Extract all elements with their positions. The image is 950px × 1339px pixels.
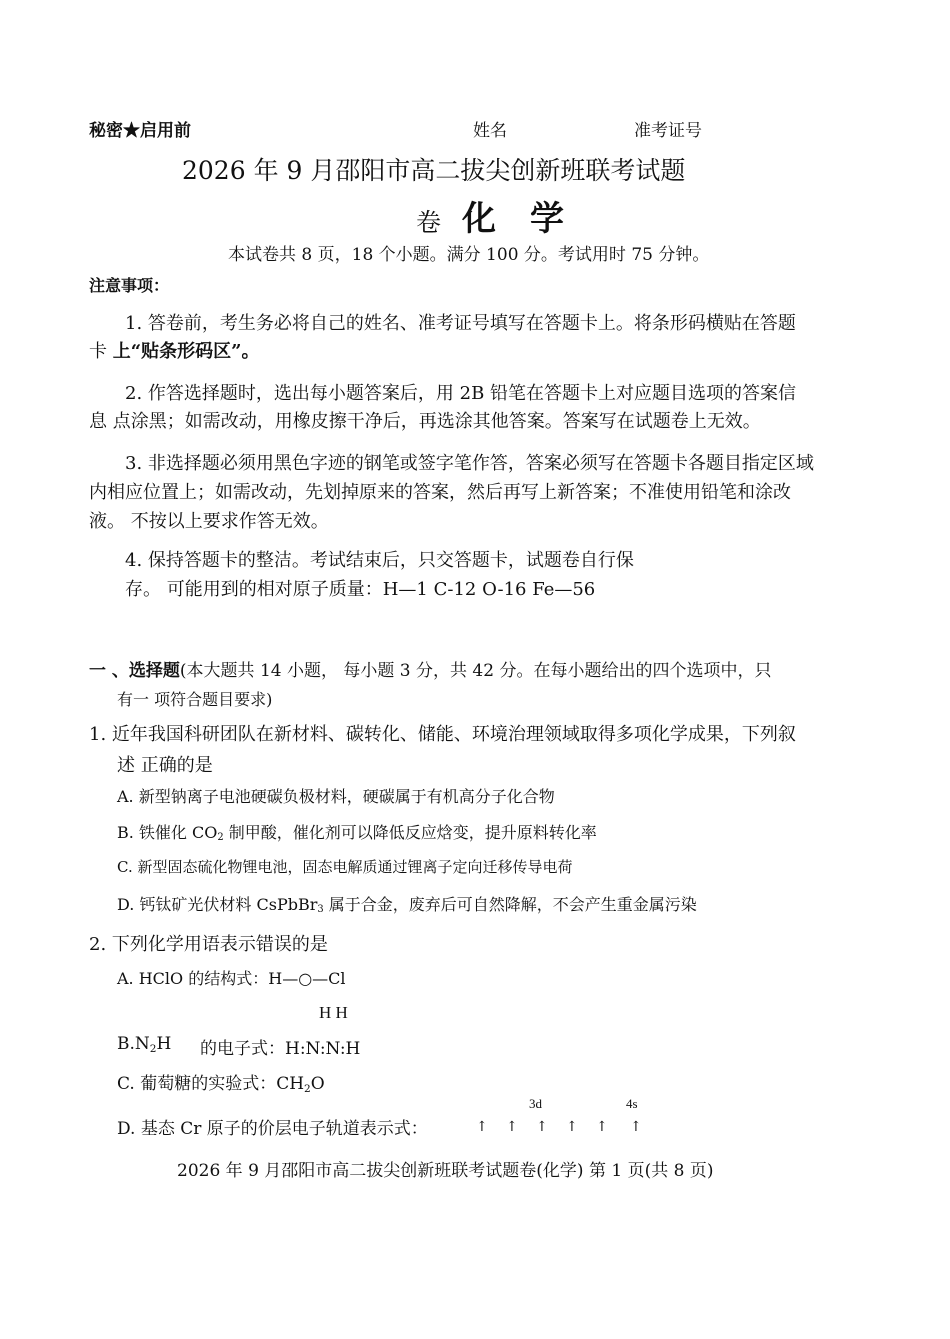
note-4-line-2: 存。 可能用到的相对原子质量：H—1 C-12 O-16 Fe—56 <box>125 579 596 600</box>
q2-b-post: 的电子式：H:N:N:H <box>200 1039 361 1059</box>
q1-d-post: 属于合金，废弃后可自然降解，不会产生重金属污染 <box>323 895 697 914</box>
q2-b-top-h: H H <box>319 1003 348 1022</box>
secret-label: 秘密★启用前 <box>89 121 191 141</box>
note-1-line-2a: 卡 <box>89 341 113 362</box>
q2-option-d: D. 基态 Cr 原子的价层电子轨道表示式： <box>117 1119 428 1139</box>
notes-heading: 注意事项： <box>89 276 170 295</box>
q2-option-b <box>117 1034 171 1054</box>
orbital-arrow-4: ↑ <box>566 1119 578 1135</box>
q2-b-sub: 2 <box>149 1042 157 1055</box>
q1-option-c: C. 新型固态硫化物锂电池，固态电解质通过锂离子定向迁移传导电荷 <box>117 858 573 876</box>
q2-option-a: A. HClO 的结构式：H—○—Cl <box>117 969 346 988</box>
q1-d-sub: 3 <box>317 904 324 916</box>
q1-b-pre: B. 铁催化 CO <box>117 823 218 842</box>
orbital-arrow-2: ↑ <box>506 1119 518 1135</box>
q2-c-pre: C. 葡萄糖的实验式：CH <box>117 1074 305 1094</box>
q1-d-pre: D. 钙钛矿光伏材料 CsPbBr <box>117 895 318 914</box>
note-3-line-1: 3. 非选择题必须用黑色字迹的钢笔或签字笔作答，答案必须写在答题卡各题目指定区域 <box>125 453 814 474</box>
orbital-arrow-5: ↑ <box>596 1119 608 1135</box>
q2-d-3d-label: 3d <box>529 1096 542 1111</box>
q2-c-sub: 2 <box>304 1082 311 1095</box>
section-1-label: 一 、选择题 <box>89 661 180 681</box>
orbital-arrow-6: ↑ <box>630 1119 642 1135</box>
q2-option-c <box>117 1069 325 1094</box>
q1-option-b <box>117 820 597 843</box>
section-1-heading <box>89 656 771 681</box>
note-4-line-1: 4. 保持答题卡的整洁。考试结束后，只交答题卡，试题卷自行保 <box>125 550 634 571</box>
orbital-arrow-3: ↑ <box>536 1119 548 1135</box>
page-footer: 2026 年 9 月邵阳市高二拔尖创新班联考试题卷(化学) 第 1 页(共 8 页) <box>177 1161 714 1181</box>
exam-info: 本试卷共 8 页，18 个小题。满分 100 分。考试用时 75 分钟。 <box>228 245 710 265</box>
note-1-line-1: 1. 答卷前，考生务必将自己的姓名、准考证号填写在答题卡上。将条形码横贴在答题 <box>125 313 796 334</box>
q1-stem-line-1: 1. 近年我国科研团队在新材料、碳转化、储能、环境治理领域取得多项化学成果，下列叙 <box>89 724 796 745</box>
q2-d-orbital-arrows <box>476 1119 650 1135</box>
q1-option-d <box>117 892 697 915</box>
note-1-line-2 <box>89 337 259 363</box>
q1-b-sub: 2 <box>217 832 224 844</box>
q1-b-post: 制甲酸，催化剂可以降低反应焓变，提升原料转化率 <box>223 823 597 842</box>
section-1-desc-1: (本大题共 14 小题， 每小题 3 分，共 42 分。在每小题给出的四个选项中，只 <box>179 661 772 681</box>
juan-label: 卷 <box>416 208 442 237</box>
q2-d-4s-label: 4s <box>626 1096 638 1111</box>
q1-stem-line-2: 述 正确的是 <box>117 755 213 776</box>
section-1-desc-2: 有一 项符合题目要求) <box>117 690 273 709</box>
name-label: 姓名 <box>473 121 507 141</box>
note-3-line-2: 内相应位置上；如需改动，先划掉原来的答案，然后再写上新答案；不准使用铅笔和涂改 <box>89 482 791 503</box>
q2-stem: 2. 下列化学用语表示错误的是 <box>89 934 328 955</box>
q2-b-mid: H <box>156 1034 172 1054</box>
exam-number-label: 准考证号 <box>634 121 702 141</box>
note-2-line-2: 息 点涂黑；如需改动，用橡皮擦干净后，再选涂其他答案。答案写在试题卷上无效。 <box>89 411 761 432</box>
orbital-arrow-1: ↑ <box>476 1119 488 1135</box>
note-2-line-1: 2. 作答选择题时，选出每小题答案后，用 2B 铅笔在答题卡上对应题目选项的答案信 <box>125 383 797 404</box>
note-3-line-3: 液。 不按以上要求作答无效。 <box>89 511 329 532</box>
note-1-line-2b: 上“贴条形码区”。 <box>112 341 260 362</box>
q2-c-post: O <box>310 1074 325 1094</box>
q2-b-pre: B.N <box>117 1034 150 1054</box>
exam-title: 2026 年 9 月邵阳市高二拔尖创新班联考试题 <box>182 156 686 185</box>
q1-option-a: A. 新型钠离子电池硬碳负极材料，硬碳属于有机高分子化合物 <box>117 787 555 806</box>
subject-title: 化 学 <box>462 199 564 239</box>
